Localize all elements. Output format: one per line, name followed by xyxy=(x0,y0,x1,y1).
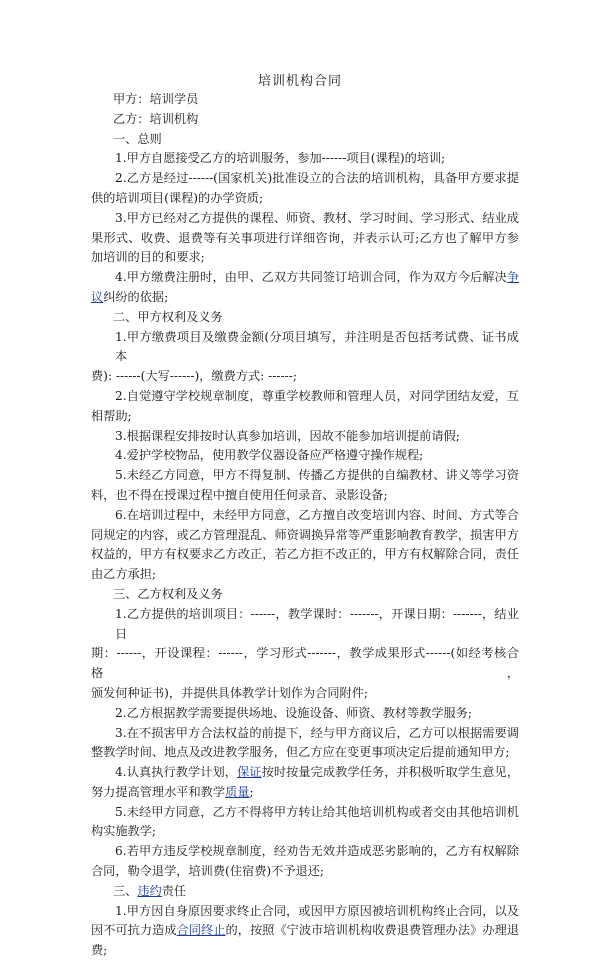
paragraph-line: 颁发何种证书)，并提供具体教学计划作为合同附件; xyxy=(91,685,368,700)
paragraph-line xyxy=(91,268,519,288)
paragraph-line: 2.乙方根据教学需要提供场地、设施设备、师资、教材等教学服务; xyxy=(115,705,472,720)
paragraph-line xyxy=(91,921,519,941)
paragraph-line: 2.自觉遵守学校规章制度，尊重学校教师和管理人员，对同学团结友爱，互 xyxy=(115,388,519,403)
paragraph-line xyxy=(91,783,519,803)
text-run: 4.甲方缴费注册时，由甲、乙双方共同签订培训合同，作为双方今后解决 xyxy=(115,270,507,285)
paragraph-line: 1.甲方因自身原因要求终止合同，或因甲方原因被培训机构终止合同，以及 xyxy=(115,903,519,918)
breach-link[interactable]: 违约 xyxy=(137,883,162,898)
dispute-link[interactable]: 争 xyxy=(506,270,519,285)
text-run: 4.认真执行教学计划， xyxy=(115,765,238,780)
text-run: 按时按量完成教学任务，并积极听取学生意见， xyxy=(261,765,520,780)
paragraph-line: 1.甲方缴费项目及缴费金额(分项目填写，并注明是否包括考试费、证书成本 xyxy=(115,329,519,364)
section-heading: 三、乙方权利及义务 xyxy=(113,586,223,601)
paragraph-line: 期：------，开设课程：------，学习形式-------，教学成果形式------(如经考核合格， xyxy=(91,646,519,681)
paragraph-line: 6.若甲方违反学校规章制度，经劝告无效并造成恶劣影响的，乙方有权解除 xyxy=(115,844,519,859)
text-run: 的，按照《宁波市培训机构收费退费管理办法》办理退 xyxy=(225,923,520,938)
text-run: 三、 xyxy=(113,883,138,898)
paragraph-line: 同规定的内容，或乙方管理混乱、师资调换异常等严重影响教育教学，损害甲方 xyxy=(91,527,519,542)
section-heading: 二、甲方权利及义务 xyxy=(113,309,223,324)
paragraph-line: 1.甲方自愿接受乙方的培训服务，参加------项目(课程)的培训; xyxy=(115,151,446,166)
paragraph-line: 料，也不得在授课过程中擅自使用任何录音、录影设备; xyxy=(91,487,388,502)
text-run: 纠纷的依据; xyxy=(103,289,169,304)
paragraph-line: 相帮助; xyxy=(91,408,132,423)
text-run: 因不可抗力造成 xyxy=(91,923,177,938)
paragraph-line: 6.在培训过程中，未经甲方同意，乙方擅自改变培训内容、时间、方式等合 xyxy=(115,507,519,522)
paragraph-line: 费): ------(大写------)，缴费方式: ------; xyxy=(91,369,297,384)
paragraph-line: 合同，勒令退学，培训费(住宿费)不予退还; xyxy=(91,864,324,879)
party-a: 甲方：培训学员 xyxy=(113,92,199,106)
dispute-link[interactable]: 议 xyxy=(91,289,104,304)
paragraph-line: 加培训的目的和要求; xyxy=(91,250,205,265)
paragraph-line: 3.甲方已经对乙方提供的课程、师资、教材、学习时间、学习形式、结业成 xyxy=(115,210,519,225)
party-b: 乙方：培训机构 xyxy=(113,111,199,126)
guarantee-link[interactable]: 保证 xyxy=(237,765,262,780)
section-heading: 一、总则 xyxy=(113,131,162,146)
paragraph-line: 权益的，甲方有权要求乙方改正，若乙方拒不改正的，甲方有权解除合同，责任 xyxy=(91,547,519,562)
section-heading xyxy=(91,882,519,902)
paragraph-line xyxy=(91,288,519,308)
paragraph-line: 整教学时间、地点及改进教学服务，但乙方应在变更事项决定后提前通知甲方; xyxy=(91,745,510,760)
paragraph-line xyxy=(91,763,519,783)
quality-link[interactable]: 质量 xyxy=(225,784,250,799)
page-title: 培训机构合同 xyxy=(257,74,342,89)
paragraph-line: 3.根据课程安排按时认真参加培训，因故不能参加培训提前请假; xyxy=(115,428,460,443)
contract-body xyxy=(91,90,519,961)
paragraph-line: 1.乙方提供的培训项目：------，教学课时：-------，开课日期：-------，结业日 xyxy=(115,606,519,641)
paragraph-line: 2.乙方是经过------(国家机关)批准设立的合法的培训机构，具备甲方要求提 xyxy=(115,171,519,186)
paragraph-line: 果形式、收费、退费等有关事项进行详细咨询，并表示认可;乙方也了解甲方参 xyxy=(91,230,519,245)
paragraph-line: 5.未经甲方同意，乙方不得将甲方转让给其他培训机构或者交由其他培训机 xyxy=(115,804,519,819)
contract-termination-link[interactable]: 合同终止 xyxy=(176,923,226,938)
text-run: ; xyxy=(249,784,254,799)
paragraph-line: 4.爱护学校物品，使用教学仪器设备应严格遵守操作规程; xyxy=(115,448,424,463)
paragraph-line: 构实施教学; xyxy=(91,824,157,839)
paragraph-line: 供的培训项目(课程)的办学资质; xyxy=(91,190,264,205)
paragraph-line: 3.在不损害甲方合法权益的前提下，经与甲方商议后，乙方可以根据需要调 xyxy=(115,725,519,740)
paragraph-line: 费; xyxy=(91,943,108,958)
paragraph-line: 由乙方承担; xyxy=(91,567,157,582)
paragraph-line: 5.未经乙方同意，甲方不得复制、传播乙方提供的自编教材、讲义等学习资 xyxy=(115,468,519,483)
text-run: 努力提高管理水平和教学 xyxy=(91,784,226,799)
text-run: 责任 xyxy=(161,883,187,898)
